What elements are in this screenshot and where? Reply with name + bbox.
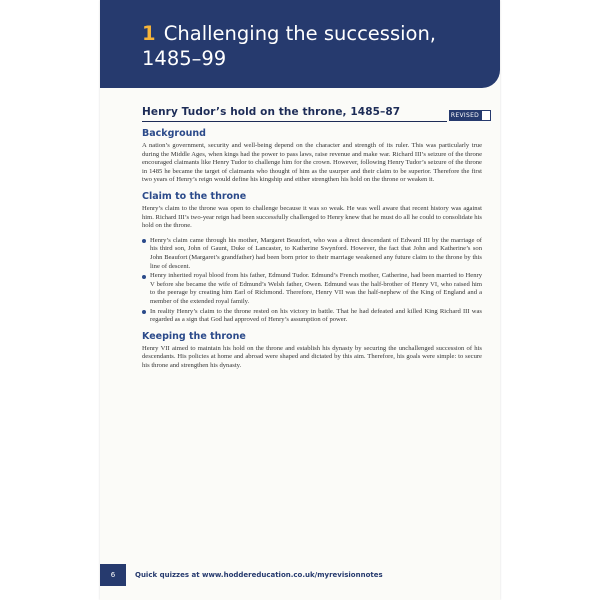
chapter-title-line1: Challenging the succession, (163, 22, 437, 45)
footer-link-text[interactable]: Quick quizzes at www.hoddereducation.co.uk/myrevisionnotes (135, 571, 383, 579)
section-heading: Henry Tudor’s hold on the throne, 1485–87 (142, 106, 401, 118)
bullet-text: Henry inherited royal blood from his father, Edmund Tudor. Edmund’s French mother, Catherine, had been married to Henry V before she became the wife of Edmund’s Welsh father, Owen. Edmund was the half-brother of Henry VI, who raised him to the peerage by creating him Earl of Richmond. Therefore, Henry VII was the half-nephew of the King of England and a member of the extended royal family. (150, 272, 482, 305)
main-content (142, 128, 482, 376)
claim-bullet-list (142, 237, 482, 325)
list-item (142, 272, 482, 306)
chapter-title (142, 21, 482, 71)
bullet-icon (142, 239, 146, 243)
list-item (142, 308, 482, 325)
bullet-text: In reality Henry’s claim to the throne rested on his victory in battle. That he had defeated and killed King Richard III was regarded as a sign that God had approved of Henry’s assumption of power. (150, 307, 482, 324)
chapter-number: 1 (142, 22, 156, 45)
revised-badge: REVISED (450, 112, 480, 119)
document-page (100, 0, 500, 600)
bullet-icon (142, 310, 146, 314)
background-paragraph: A nation’s government, security and well-being depend on the character and strength of its ruler. This was particularly true during the Middle Ages, when kings had the power to pass laws, raise revenue and make war. Richard III’s seizure of the throne encouraged claimants like Henry Tudor to challenge him for the crown. However, following Henry Tudor’s seizure of the throne in 1485 he became the target of claimants who thought of him as the usurper and their claim to be superior. Therefore the first two years of Henry’s reign would define his kingship and either strengthen his hold on the throne or weaken it. (142, 142, 482, 184)
background-heading: Background (142, 128, 206, 139)
page-number: 6 (100, 564, 126, 586)
chapter-title-line2: 1485–99 (142, 47, 227, 70)
section-divider (142, 121, 447, 122)
bullet-icon (142, 275, 146, 279)
chapter-header-band (100, 0, 500, 88)
keeping-paragraph: Henry VII aimed to maintain his hold on the throne and establish his dynasty by securing the unchallenged succession of his descendants. His policies at home and abroad were shaped and dictated by this aim. Therefore, his goals were simple: to secure his throne and strengthen his dynasty. (142, 344, 482, 369)
claim-paragraph: Henry’s claim to the throne was open to challenge because it was so weak. He was well aware that recent history was against him. Richard III’s two-year reign had been successfully challenged to Henry knew that he must do all he could to consolidate his hold on the throne. (142, 204, 482, 230)
list-item (142, 237, 482, 271)
section-header (142, 106, 490, 122)
revised-checkbox[interactable] (481, 110, 491, 121)
keeping-heading: Keeping the throne (142, 330, 246, 342)
claim-heading: Claim to the throne (142, 190, 247, 202)
bullet-text: Henry’s claim came through his mother, Margaret Beaufort, who was a direct descendant of Edward III by the marriage of his third son, John of Gaunt, Duke of Lancaster, to Katherine Swynford. However, the fact that John and Katherine’s son John Beaufort (Margaret’s grandfather) had been born prior to their marriage weakened any future claim to the throne by this line of descent. (150, 236, 482, 270)
